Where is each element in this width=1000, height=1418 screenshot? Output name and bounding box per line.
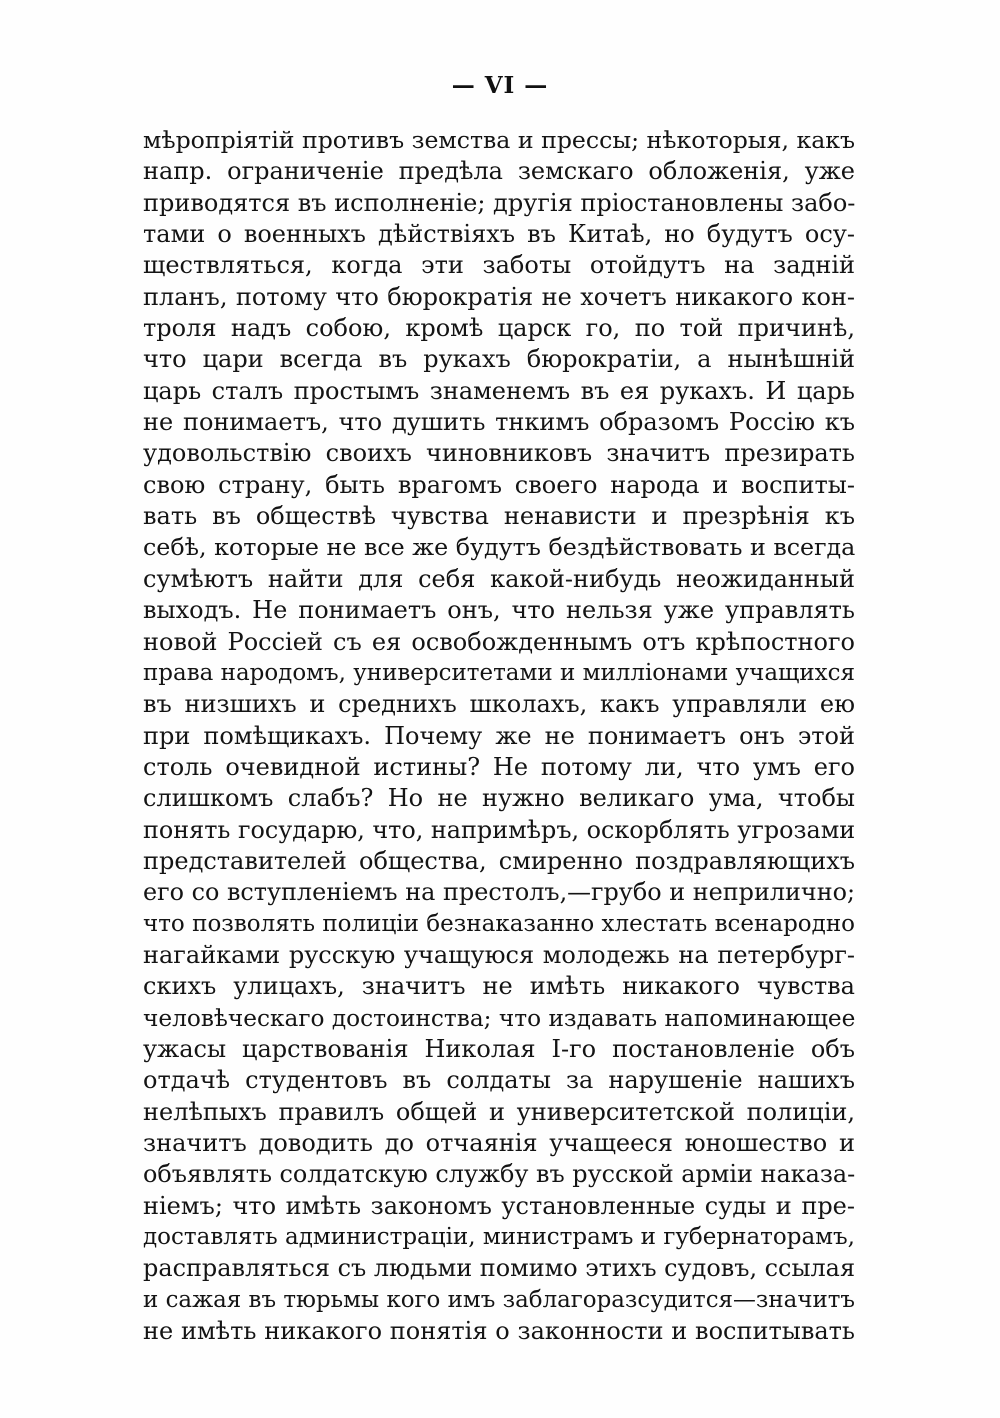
text-line: нагайками русскую учащуюся молодежь на петербург- — [143, 940, 855, 969]
text-line: отдачѣ студентовъ въ солдаты за нарушеніе нашихъ — [143, 1066, 855, 1095]
text-line: въ низшихъ и среднихъ школахъ, какъ управляли ею — [143, 690, 855, 719]
text-line: ужасы царствованія Николая I-го постановленіе объ — [143, 1034, 855, 1063]
text-line: свою страну, быть врагомъ своего народа и воспиты- — [143, 470, 855, 499]
text-line: объявлять солдатскую службу въ русской арміи наказа- — [143, 1160, 856, 1189]
text-line: что цари всегда въ рукахъ бюрократіи, а нынѣшній — [143, 345, 855, 374]
text-line: нелѣпыхъ правилъ общей и университетской полиціи, — [143, 1097, 855, 1126]
text-line: не имѣть никакого понятія о законности и воспитывать — [143, 1317, 855, 1346]
text-line: его со вступленіемъ на престолъ,—грубо и неприлично; — [143, 878, 855, 907]
text-line: столь очевидной истины? Не потому ли, что умъ его — [143, 752, 855, 781]
text-line: сумѣютъ найти для себя какой-нибудь неожиданный — [143, 564, 855, 593]
text-line: и сажая въ тюрьмы кого имъ заблагоразсудится—значитъ — [143, 1286, 855, 1313]
text-line: права народомъ, университетами и милліонами учащихся — [143, 659, 855, 686]
text-line: расправляться съ людьми помимо этихъ судовъ, ссылая — [143, 1254, 856, 1283]
text-line: себѣ, которые не все же будутъ бездѣйствовать и всегда — [143, 533, 856, 562]
text-line: выходъ. Не понимаетъ онъ, что нельзя уже управлять — [143, 596, 855, 625]
text-line: вать въ обществѣ чувства ненависти и презрѣнія къ — [143, 502, 855, 531]
text-line: представителей общества, смиренно поздравляющихъ — [143, 846, 855, 875]
text-line: планъ, потому что бюрократія не хочетъ никакого кон- — [143, 282, 855, 311]
text-line: скихъ улицахъ, значитъ не имѣть никакого чувства — [143, 972, 855, 1001]
text-line: приводятся въ исполненіе; другія пріостановлены забо- — [143, 188, 856, 217]
text-line: при помѣщикахъ. Почему же не понимаетъ онъ этой — [143, 721, 855, 750]
text-line: тами о военныхъ дѣйствіяхъ въ Китаѣ, но будутъ осу- — [143, 220, 855, 249]
text-line: ществляться, когда эти заботы отойдутъ на задній — [143, 251, 855, 280]
page-number: — VI — — [451, 72, 549, 99]
text-line: ніемъ; что имѣть закономъ установленные суды и пре- — [143, 1191, 855, 1220]
text-line: понять государю, что, напримѣръ, оскорблять угрозами — [143, 815, 856, 844]
text-line: мѣропріятій противъ земства и прессы; нѣкоторыя, какъ — [143, 126, 856, 154]
text-line: удовольствію своихъ чиновниковъ значитъ презирать — [143, 439, 855, 468]
body-text — [143, 125, 855, 1347]
text-line: что позволять полиціи безнаказанно хлестать всенародно — [143, 910, 855, 937]
text-line: человѣческаго достоинства; что издавать напоминающее — [143, 1004, 856, 1032]
text-line: троля надъ собою, кромѣ царск го, по той причинѣ, — [143, 314, 855, 343]
text-line: царь сталъ простымъ знаменемъ въ ея рукахъ. И царь — [143, 376, 855, 405]
text-line: новой Россіей съ ея освобожденнымъ отъ крѣпостного — [143, 627, 855, 656]
text-line: не понимаетъ, что душить тнкимъ образомъ Россію къ — [143, 408, 855, 437]
text-line: доставлять администраціи, министрамъ и губернаторамъ, — [143, 1224, 855, 1251]
text-line: слишкомъ слабъ? Но не нужно великаго ума, чтобы — [143, 784, 855, 813]
text-line: значитъ доводить до отчаянія учащееся юношество и — [143, 1129, 855, 1157]
text-line: напр. ограниченіе предѣла земскаго обложенія, уже — [143, 157, 855, 186]
